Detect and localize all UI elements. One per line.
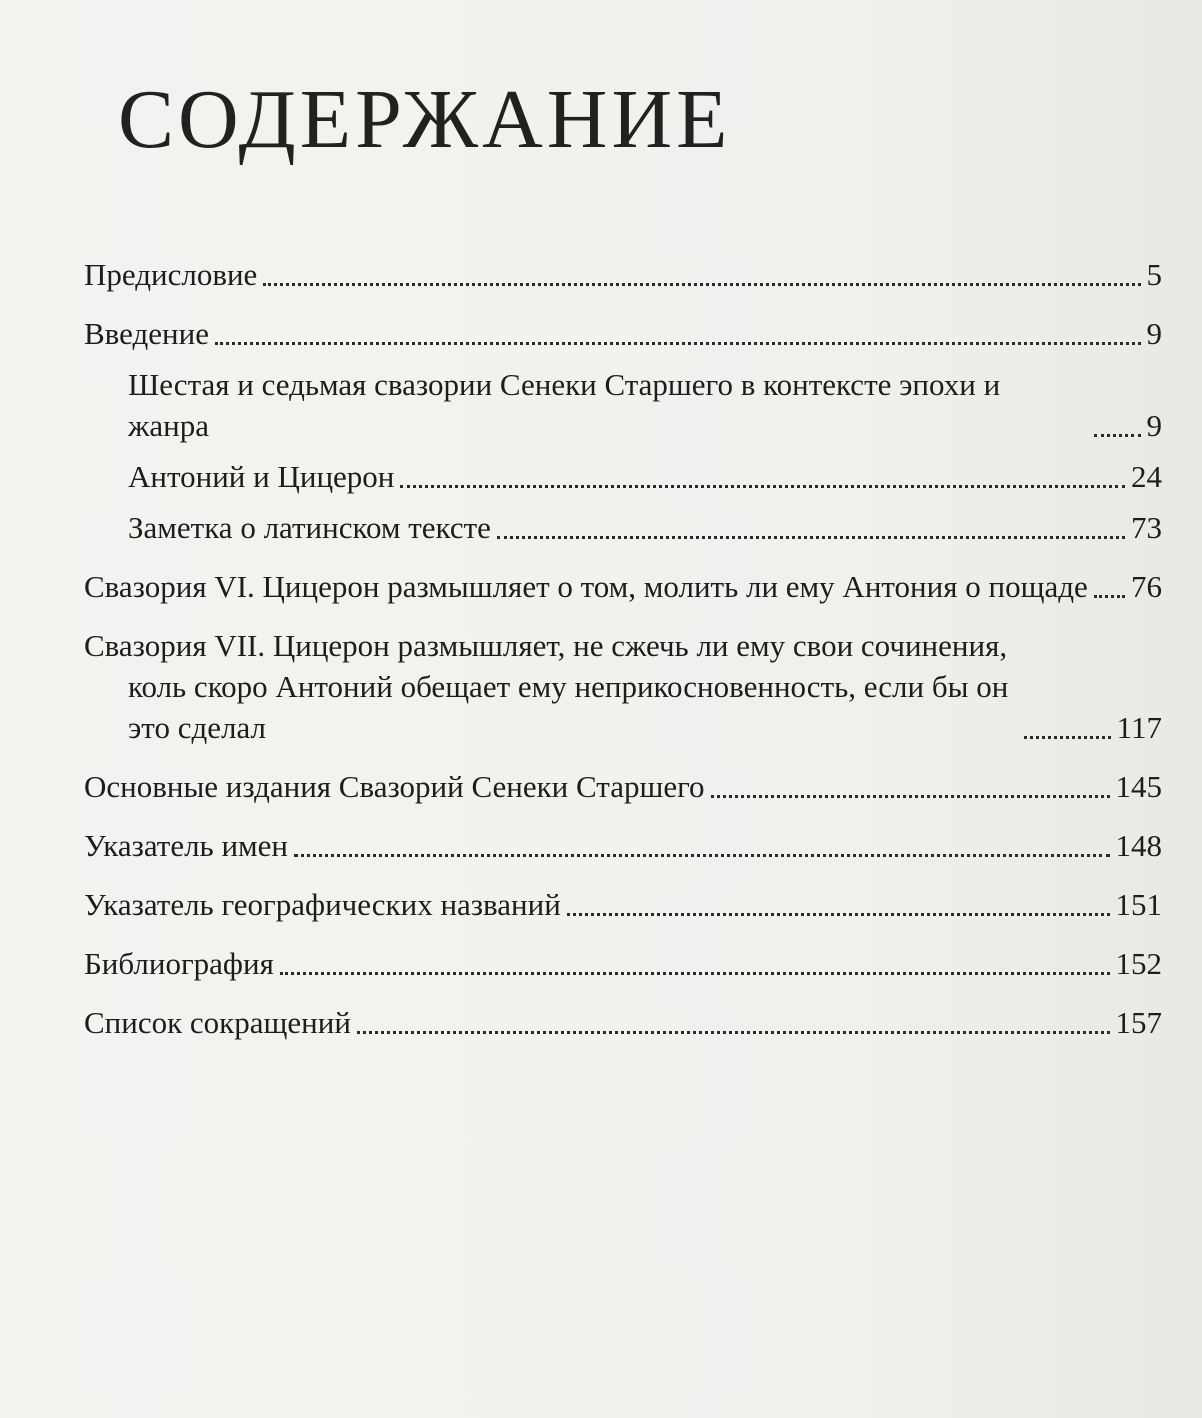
toc-entry-index-names: [84, 825, 1162, 866]
toc-entry-title: Библиография: [84, 946, 274, 981]
toc-entry-suasoria-7: [84, 625, 1162, 748]
toc-page-number: 9: [1146, 316, 1162, 351]
toc-page-number: 117: [1116, 710, 1162, 745]
toc-page-number: 5: [1146, 257, 1162, 292]
toc-entry-abbreviations: [84, 1002, 1162, 1043]
dot-leader: [215, 342, 1141, 345]
table-of-contents: [84, 254, 1162, 1043]
toc-entry-sub-latin-text: [84, 507, 1162, 548]
dot-leader: [263, 283, 1140, 286]
toc-entry-bibliography: [84, 943, 1162, 984]
dot-leader: [357, 1031, 1110, 1034]
toc-page-number: 145: [1115, 769, 1162, 804]
toc-entry-title: Свазория VI. Цицерон размышляет о том, молить ли ему Антония о пощаде: [84, 569, 1088, 604]
page-title: СОДЕРЖАНИЕ: [118, 73, 732, 166]
dot-leader: [567, 913, 1110, 916]
toc-entry-title: Заметка о латинском тексте: [128, 510, 491, 545]
dot-leader: [400, 485, 1125, 488]
toc-page-number: 157: [1115, 1005, 1162, 1040]
dot-leader: [497, 536, 1125, 539]
dot-leader: [280, 972, 1110, 975]
toc-entry-suasoria-6: [84, 566, 1162, 607]
dot-leader: [294, 854, 1110, 857]
toc-page-number: 24: [1131, 459, 1162, 494]
toc-entry-title: Шестая и седьмая свазории Сенеки Старшего в контексте эпохи и жанра: [128, 367, 1001, 443]
toc-entry-editions: [84, 766, 1162, 807]
toc-entry-title: Введение: [84, 316, 209, 351]
dot-leader: [711, 795, 1110, 798]
toc-entry-title: Предисловие: [84, 257, 258, 292]
dot-leader: [1094, 595, 1125, 598]
toc-entry-title: Антоний и Цицерон: [128, 459, 395, 494]
toc-entry-title: Свазория VII. Цицерон размышляет, не сжечь ли ему свои сочинения, коль скоро Антоний обещает ему неприкосновенность, если бы он это сделал: [84, 628, 1009, 745]
toc-entry-sub-antony-cicero: [84, 456, 1162, 497]
toc-page-number: 73: [1131, 510, 1162, 545]
dot-leader: [1094, 434, 1141, 437]
toc-entry-title: Основные издания Свазорий Сенеки Старшего: [84, 769, 705, 804]
toc-page-number: 76: [1131, 569, 1162, 604]
toc-entry-sub-context: [84, 364, 1162, 446]
toc-entry-title: Указатель географических названий: [84, 887, 561, 922]
dot-leader: [1024, 736, 1111, 739]
toc-page-number: 152: [1115, 946, 1162, 981]
toc-entry-introduction: [84, 313, 1162, 354]
toc-page-number: 151: [1115, 887, 1162, 922]
toc-entry-index-geo: [84, 884, 1162, 925]
toc-page-number: 9: [1146, 408, 1162, 443]
toc-entry-title: Указатель имен: [84, 828, 288, 863]
toc-entry-preface: [84, 254, 1162, 295]
toc-page-number: 148: [1115, 828, 1162, 863]
toc-entry-title: Список сокращений: [84, 1005, 351, 1040]
